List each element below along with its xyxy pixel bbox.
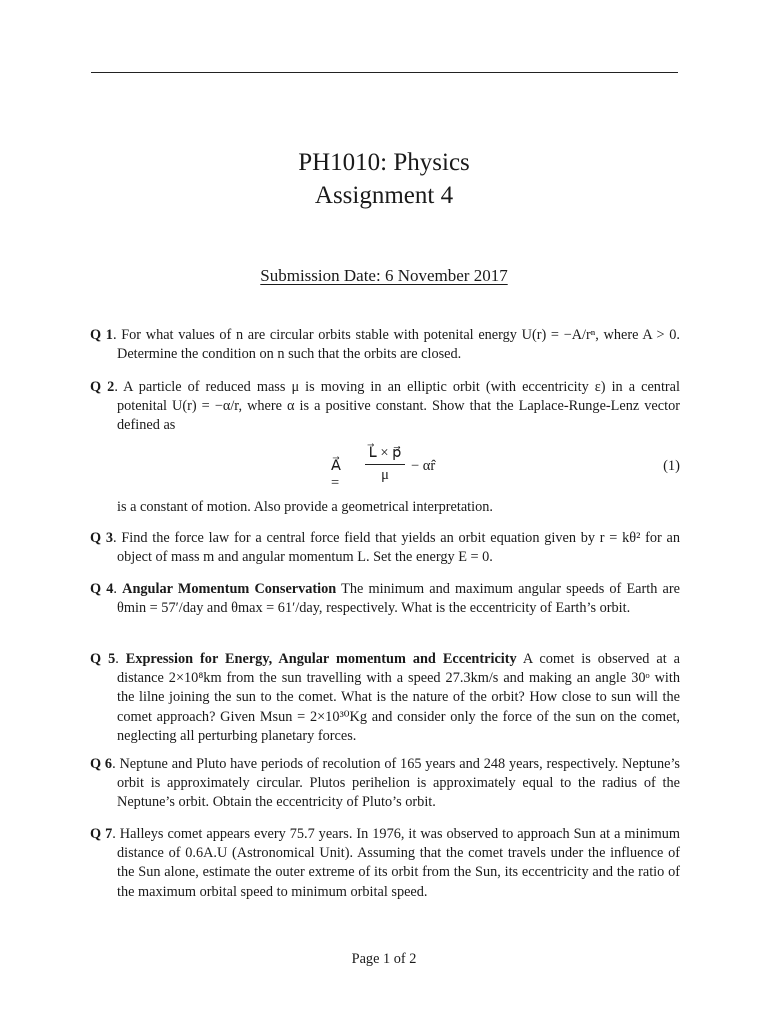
page-number: Page 1 of 2 — [351, 951, 417, 967]
question-2-continuation: is a constant of motion. Also provide a geometrical interpretation. — [117, 499, 493, 515]
equation-rhs: − αr̂ — [411, 458, 436, 474]
question-2: Q 2. A particle of reduced mass μ is moving in an elliptic orbit (with eccentricity ε) in a central potenital U(r) = −α/r, where α is a positive constant. Show that the Laplace-Runge-Lenz vector defined as — [90, 379, 680, 434]
question-5: Q 5. Expression for Energy, Angular momentum and Eccentricity A comet is observed at a distance 2×10⁸km from the sun travelling with a speed 27.3km/s and making an angle 30ᵒ with the lilne joining the sun to the comet. What is the nature of the orbit? How close to sun will the comet approach? Given Msun = 2×10³⁰Kg and consider only the force of the sun on the comet, neglecting all perturbing planetary forces. — [90, 651, 680, 744]
question-label: Q 2 — [90, 379, 115, 395]
question-text: A particle of reduced mass μ is moving in an elliptic orbit (with eccentricity ε) in a central potenital U(r) = −α/r, where α is a positive constant. Show that the Laplace-Runge-Lenz vector defined as — [117, 379, 680, 434]
submission-date: Submission Date: 6 November 2017 — [260, 266, 508, 285]
question-label: Q 6 — [90, 756, 113, 772]
question-text: Neptune and Pluto have periods of recolution of 165 years and 248 years, respectively. Neptune’s orbit is approximately circular. Plutos perihelion is approximately equal to the radius of the Neptune’s orbit. Obtain the eccentricity of Pluto’s orbit. — [117, 756, 680, 811]
question-label: Q 5 — [90, 651, 116, 667]
question-1: Q 1. For what values of n are circular orbits stable with potenital energy U(r) = −A/rⁿ, where A > 0. Determine the condition on n such that the orbits are closed. — [90, 327, 680, 363]
equation-numerator: L⃗ × p⃗ — [365, 443, 405, 465]
equation-lrl-vector — [90, 443, 680, 491]
question-text: Find the force law for a central force field that yields an orbit equation given by r = kθ² for an object of mass m and angular momentum L. Set the energy E = 0. — [117, 530, 680, 566]
question-heading: Expression for Energy, Angular momentum and Eccentricity — [125, 651, 517, 667]
equation-lhs: A⃗ = — [331, 458, 341, 491]
question-heading: Angular Momentum Conservation — [122, 581, 337, 597]
question-label: Q 4 — [90, 581, 114, 597]
question-label: Q 7 — [90, 826, 113, 842]
question-3: Q 3. Find the force law for a central force field that yields an orbit equation given by r = kθ² for an object of mass m and angular momentum L. Set the energy E = 0. — [90, 530, 680, 566]
equation-number: (1) — [663, 458, 680, 474]
question-text: Halleys comet appears every 75.7 years. In 1976, it was observed to approach Sun at a minimum distance of 0.6A.U (Astronomical Unit). Assuming that the comet travels under the influence of the Sun alone, estimate the outer extreme of its orbit from the Sun, its eccentricity and the ratio of the maximum orbital speed to minimum orbital speed. — [117, 826, 680, 900]
question-label: Q 1 — [90, 327, 113, 343]
question-7: Q 7. Halleys comet appears every 75.7 years. In 1976, it was observed to approach Sun at a minimum distance of 0.6A.U (Astronomical Unit). Assuming that the comet travels under the influence of the Sun alone, estimate the outer extreme of its orbit from the Sun, its eccentricity and the ratio of the maximum orbital speed to minimum orbital speed. — [90, 826, 680, 900]
question-text: A comet is observed at a distance 2×10⁸km from the sun travelling with a speed 27.3km/s and making an angle 30ᵒ with the lilne joining the sun to the comet. What is the nature of the orbit? How close to sun will the comet approach? Given Msun = 2×10³⁰Kg and consider only the force of the sun on the comet, neglecting all perturbing planetary forces. — [117, 651, 680, 744]
question-label: Q 3 — [90, 530, 114, 546]
question-6: Q 6. Neptune and Pluto have periods of recolution of 165 years and 248 years, respectively. Neptune’s orbit is approximately circular. Plutos perihelion is approximately equal to the radius of the Neptune’s orbit. Obtain the eccentricity of Pluto’s orbit. — [90, 756, 680, 811]
equation-denominator: μ — [381, 467, 389, 483]
question-text: The minimum and maximum angular speeds of Earth are θmin = 57′/day and θmax = 61′/day, respectively. What is the eccentricity of Earth’s orbit. — [117, 581, 680, 617]
equation-fraction — [365, 443, 405, 485]
question-4: Q 4. Angular Momentum Conservation The minimum and maximum angular speeds of Earth are θmin = 57′/day and θmax = 61′/day, respectively. What is the eccentricity of Earth’s orbit. — [90, 581, 680, 617]
top-rule — [91, 72, 678, 73]
question-text: For what values of n are circular orbits stable with potenital energy U(r) = −A/rⁿ, where A > 0. Determine the condition on n such that the orbits are closed. — [117, 327, 680, 363]
assignment-title: Assignment 4 — [314, 182, 454, 209]
course-title: PH1010: Physics — [298, 149, 470, 176]
